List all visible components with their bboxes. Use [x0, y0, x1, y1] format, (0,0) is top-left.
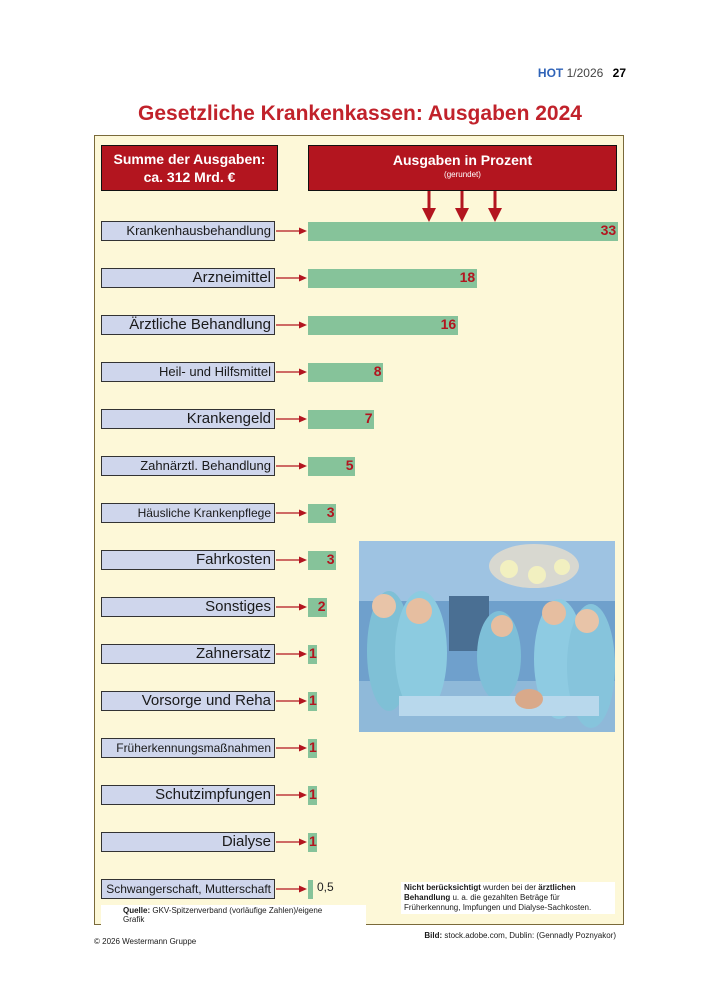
category-label: Vorsorge und Reha — [101, 691, 275, 711]
category-label: Heil- und Hilfsmittel — [101, 362, 275, 382]
right-arrow-icon — [276, 416, 307, 423]
value-label: 5 — [345, 457, 354, 473]
percent-subtitle: (gerundet) — [444, 170, 481, 179]
credit-label: Bild: — [424, 931, 443, 940]
note-text-1: wurden bei der — [480, 883, 539, 892]
right-arrow-icon — [276, 463, 307, 470]
value-label: 1 — [309, 739, 317, 755]
sum-line2: ca. 312 Mrd. € — [143, 169, 236, 185]
note-bold-2: ärztlichen Behandlung — [404, 883, 576, 902]
right-arrow-icon — [276, 604, 307, 611]
down-arrow-icon — [488, 191, 502, 222]
down-arrow-icon — [455, 191, 469, 222]
note-text-2: u. a. die gezahlten Beträge für Früherkennung, Impfungen und Dialyse-Sachkosten. — [404, 893, 592, 912]
sum-line1: Summe der Ausgaben: — [113, 151, 266, 167]
category-label: Zahnersatz — [101, 644, 275, 664]
footnote-box — [401, 882, 615, 914]
value-label: 3 — [326, 504, 335, 520]
photo-illustration — [359, 541, 615, 732]
right-arrow-icon — [276, 792, 307, 799]
value-label: 1 — [309, 786, 317, 802]
right-arrow-icon — [276, 651, 307, 658]
value-label: 8 — [373, 363, 382, 379]
right-arrow-icon — [276, 228, 307, 235]
right-arrow-icon — [276, 369, 307, 376]
category-label: Krankenhausbehandlung — [101, 221, 275, 241]
copyright: © 2026 Westermann Gruppe — [94, 937, 197, 946]
value-label: 33 — [600, 222, 617, 238]
value-label: 0,5 — [317, 880, 334, 894]
category-label: Schutzimpfungen — [101, 785, 275, 805]
category-label: Krankengeld — [101, 409, 275, 429]
source-label: Quelle: — [123, 906, 151, 915]
percent-title: Ausgaben in Prozent — [392, 152, 533, 168]
chart-title: Gesetzliche Krankenkassen: Ausgaben 2024 — [138, 102, 582, 125]
image-credit — [424, 931, 616, 940]
category-label: Ärztliche Behandlung — [101, 315, 275, 335]
category-label: Schwangerschaft, Mutterschaft — [101, 879, 275, 899]
right-arrow-icon — [276, 275, 307, 282]
category-label: Arzneimittel — [101, 268, 275, 288]
down-arrow-icon — [422, 191, 436, 222]
brand-label: HOT — [537, 66, 564, 80]
right-arrow-icon — [276, 886, 307, 893]
right-arrow-icon — [276, 510, 307, 517]
category-label: Früherkennungsmaßnahmen — [101, 738, 275, 758]
value-label: 2 — [317, 598, 326, 614]
category-label: Sonstiges — [101, 597, 275, 617]
value-label: 18 — [459, 269, 476, 285]
credit-text: stock.adobe.com, Dublin: (Gennadly Poznyakor) — [442, 931, 616, 940]
category-label: Fahrkosten — [101, 550, 275, 570]
note-bold-1: Nicht berücksichtigt — [404, 883, 481, 892]
down-arrows — [422, 191, 502, 222]
value-label: 1 — [309, 645, 317, 661]
page-number: 27 — [612, 66, 626, 80]
value-label: 16 — [440, 316, 457, 332]
value-label: 1 — [309, 833, 317, 849]
right-arrow-icon — [276, 698, 307, 705]
right-arrow-icon — [276, 322, 307, 329]
source-line — [101, 905, 366, 925]
issue-label: 1/2026 — [566, 66, 604, 80]
operating-room-photo — [359, 541, 615, 732]
category-label: Dialyse — [101, 832, 275, 852]
right-arrow-icon — [276, 839, 307, 846]
right-arrow-icon — [276, 557, 307, 564]
value-label: 1 — [309, 692, 317, 708]
category-label: Zahnärztl. Behandlung — [101, 456, 275, 476]
right-arrow-icon — [276, 745, 307, 752]
source-text: GKV-Spitzenverband (vorläufige Zahlen)/eigene Grafik — [123, 906, 323, 924]
category-label: Häusliche Krankenpflege — [101, 503, 275, 523]
value-label: 7 — [364, 410, 373, 426]
value-label: 3 — [326, 551, 335, 567]
